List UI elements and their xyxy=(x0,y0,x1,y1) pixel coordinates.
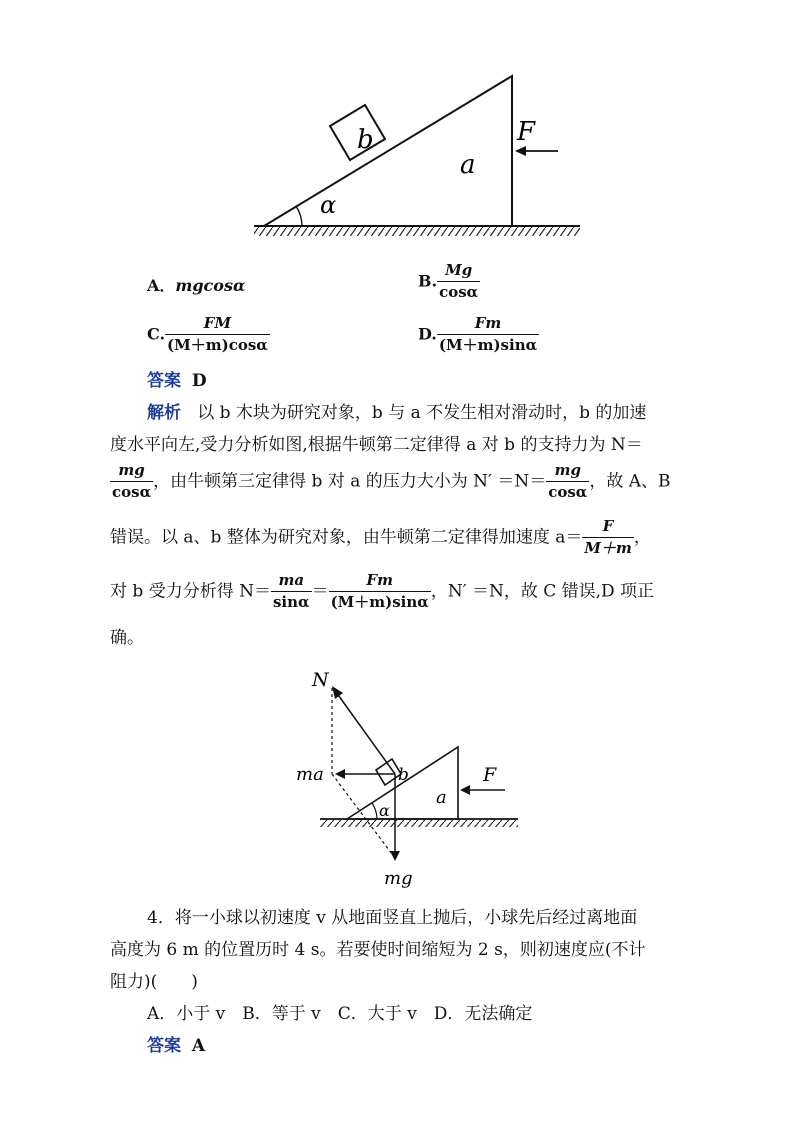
normal-force-head xyxy=(332,686,343,699)
ground-hatch-2 xyxy=(320,820,518,827)
option-d-fraction xyxy=(437,315,539,355)
analysis-fraction-4 xyxy=(271,572,312,612)
option-a-prefix: A． xyxy=(147,276,176,295)
normal-force-shaft xyxy=(336,692,395,774)
label-alpha-2: α xyxy=(379,801,390,820)
option-d-numerator: Fm xyxy=(437,315,539,335)
label-F-2: F xyxy=(483,764,497,786)
incline-figure-1 xyxy=(230,58,600,248)
option-b-prefix: B. xyxy=(418,271,438,291)
option-c-fraction xyxy=(165,315,270,355)
answer-1 xyxy=(147,366,207,396)
analysis-f3-num: F xyxy=(582,518,633,538)
analysis-line-2 xyxy=(110,430,643,460)
option-b xyxy=(418,262,480,302)
analysis-text-5: 对 b 受力分析得 N＝ xyxy=(110,581,271,602)
analysis-fraction-3 xyxy=(582,518,633,558)
analysis-line-3 xyxy=(110,462,671,502)
analysis-line-5 xyxy=(110,572,654,612)
label-F: F xyxy=(517,117,536,147)
analysis-equals: ＝ xyxy=(311,581,329,602)
analysis-line-4 xyxy=(110,518,651,558)
angle-arc-2 xyxy=(372,803,377,819)
option-d-denominator: (M＋m)sinα xyxy=(438,336,538,355)
force-arrow-head xyxy=(515,146,526,156)
ground-hatch xyxy=(254,227,580,236)
label-ma: ma xyxy=(296,764,324,785)
analysis-f3-den: M＋m xyxy=(584,539,632,558)
analysis-line-6 xyxy=(110,623,144,653)
question-4-options xyxy=(147,999,532,1029)
analysis-text-4: 错误。以 a、b 整体为研究对象，由牛顿第二定律得加速度 a＝ xyxy=(110,527,583,548)
analysis-fraction-2 xyxy=(546,462,589,502)
question-4-text-3: 阻力)( ) xyxy=(110,972,198,992)
analysis-fraction-5 xyxy=(329,572,431,612)
label-b: b xyxy=(357,125,374,155)
analysis-text-1: 以 b 木块为研究对象，b 与 a 不发生相对滑动时，b 的加速 xyxy=(197,403,647,423)
analysis-text-3: ，由牛顿第三定律得 b 对 a 的压力大小为 N′ ＝N＝ xyxy=(153,471,547,492)
analysis-text-2: 度水平向左,受力分析如图,根据牛顿第二定律得 a 对 b 的支持力为 N＝ xyxy=(110,435,643,455)
option-b-numerator: Mg xyxy=(437,262,480,282)
answer-4 xyxy=(147,1031,205,1061)
analysis-f1-num: mg xyxy=(110,462,153,482)
option-d xyxy=(418,315,539,355)
answer-1-value: D xyxy=(191,371,207,391)
analysis-f2-den: cosα xyxy=(548,483,588,502)
answer-4-label: 答案 xyxy=(147,1036,181,1056)
analysis-f5-num: Fm xyxy=(329,572,431,592)
analysis-text-6: 确。 xyxy=(110,628,144,648)
analysis-line-1 xyxy=(147,398,646,428)
angle-arc xyxy=(296,206,302,226)
question-4-text-1: 4．将一小球以初速度 v 从地面竖直上抛后，小球先后经过离地面 xyxy=(147,908,638,928)
force-diagram xyxy=(290,662,550,898)
analysis-f4-den: sinα xyxy=(272,593,310,612)
analysis-text-3-end: ，故 A、B xyxy=(589,471,671,492)
mg-arrow-head xyxy=(390,851,400,861)
analysis-f1-den: cosα xyxy=(112,483,152,502)
label-a-2: a xyxy=(436,787,447,808)
answer-1-label: 答案 xyxy=(147,371,181,391)
label-N: N xyxy=(312,669,329,691)
option-a-text: mgcosα xyxy=(175,276,246,295)
question-4-line-3 xyxy=(110,967,198,997)
label-b-2: b xyxy=(398,765,409,785)
analysis-label: 解析 xyxy=(147,403,181,423)
analysis-text-4-end: ， xyxy=(633,527,651,548)
option-c-denominator: (M＋m)cosα xyxy=(167,336,268,355)
label-alpha: α xyxy=(320,191,337,219)
option-b-fraction xyxy=(437,262,480,302)
ma-arrow-head xyxy=(335,769,345,779)
analysis-fraction-1 xyxy=(110,462,153,502)
force-arrow-head-2 xyxy=(460,785,470,795)
analysis-f2-num: mg xyxy=(546,462,589,482)
question-4-line-2 xyxy=(110,935,645,965)
option-d-prefix: D. xyxy=(418,324,437,344)
analysis-f5-den: (M＋m)sinα xyxy=(330,593,429,612)
option-a xyxy=(147,273,245,296)
question-4-line-1 xyxy=(147,903,637,933)
label-mg: mg xyxy=(384,868,413,889)
option-c-numerator: FM xyxy=(165,315,270,335)
analysis-text-5-end: ，N′ ＝N，故 C 错误,D 项正 xyxy=(430,581,655,602)
option-b-denominator: cosα xyxy=(439,283,479,302)
label-a: a xyxy=(460,150,476,180)
answer-4-value: A xyxy=(191,1036,206,1056)
question-4-options-text: A．小于 v B．等于 v C．大于 v D．无法确定 xyxy=(147,1004,533,1024)
analysis-f4-num: ma xyxy=(271,572,312,592)
option-c-prefix: C. xyxy=(147,324,166,344)
option-c xyxy=(147,315,270,355)
question-4-text-2: 高度为 6 m 的位置历时 4 s。若要使时间缩短为 2 s，则初速度应(不计 xyxy=(110,940,646,960)
